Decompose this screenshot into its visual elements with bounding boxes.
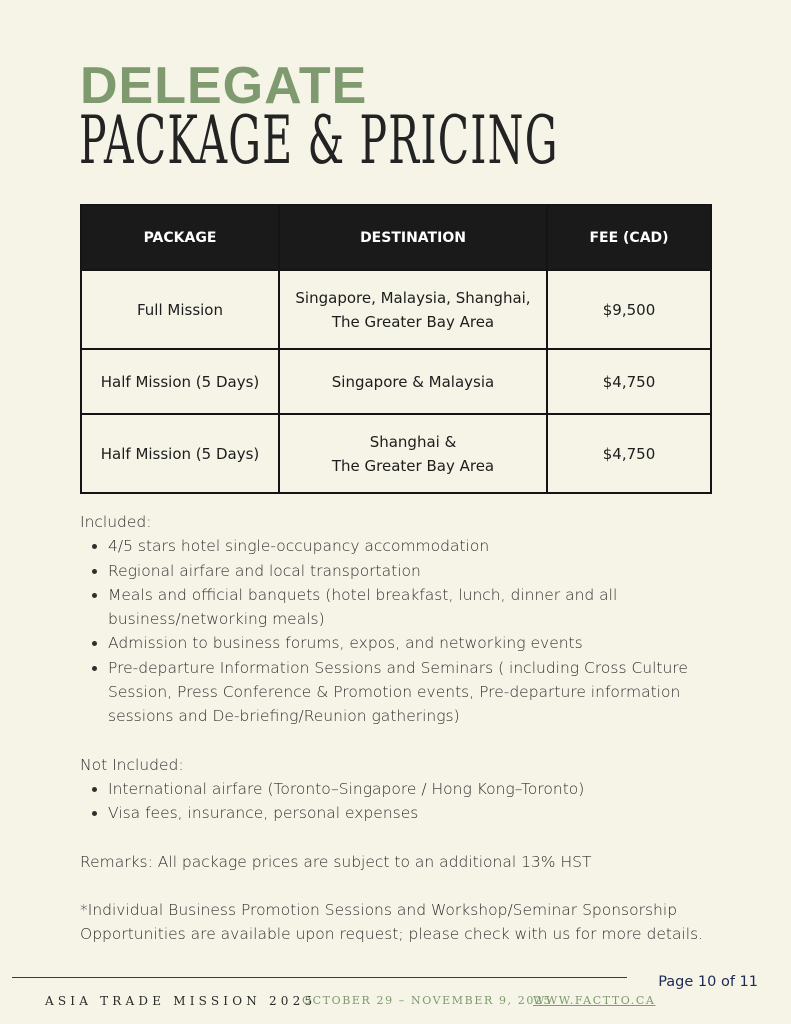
destination-line: The Greater Bay Area bbox=[331, 312, 495, 331]
header-package: PACKAGE bbox=[81, 205, 279, 270]
destination-line: Shanghai & bbox=[369, 432, 457, 451]
table-row bbox=[81, 270, 711, 349]
list-item: • Meals and official banquets (hotel breakfast, lunch, dinner and all business/networking meals) bbox=[108, 583, 720, 632]
list-item: • Admission to business forums, expos, and networking events bbox=[108, 631, 720, 655]
details-section bbox=[80, 510, 720, 946]
header-fee: FEE (CAD) bbox=[547, 205, 711, 270]
table-row bbox=[81, 349, 711, 414]
pricing-table bbox=[80, 204, 712, 494]
list-item: • Regional airfare and local transportation bbox=[108, 559, 720, 583]
cell-destination bbox=[279, 270, 547, 349]
footer-divider bbox=[12, 977, 627, 978]
list-item: • Visa fees, insurance, personal expenses bbox=[108, 801, 720, 825]
page-number: Page 10 of 11 bbox=[658, 974, 758, 990]
list-item: • 4/5 stars hotel single-occupancy accommodation bbox=[108, 534, 720, 558]
footer-website-link[interactable]: WWW.FACTTO.CA bbox=[533, 994, 656, 1007]
cell-destination bbox=[279, 414, 547, 493]
cell-fee: $9,500 bbox=[547, 270, 711, 349]
title-package-pricing: PACKAGE & PRICING bbox=[79, 102, 559, 179]
cell-package: Half Mission (5 Days) bbox=[81, 414, 279, 493]
not-included-heading: Not Included: bbox=[80, 755, 184, 774]
header-destination: DESTINATION bbox=[279, 205, 547, 270]
list-item: • International airfare (Toronto–Singapore / Hong Kong–Toronto) bbox=[108, 777, 720, 801]
footer-event-name: ASIA TRADE MISSION 2025 bbox=[45, 994, 317, 1008]
cell-package: Full Mission bbox=[81, 270, 279, 349]
cell-fee: $4,750 bbox=[547, 414, 711, 493]
included-heading: Included: bbox=[80, 513, 152, 531]
cell-fee: $4,750 bbox=[547, 349, 711, 414]
table-header-row bbox=[81, 205, 711, 270]
remarks-text: Remarks: All package prices are subject to an additional 13% HST bbox=[80, 852, 592, 871]
list-item: • Pre-departure Information Sessions and Seminars ( including Cross Culture Session, Press Conference & Promotion events, Pre-departure information sessions and De-briefing/Reunion gatherings) bbox=[108, 656, 720, 729]
footer-dates: OCTOBER 29 – NOVEMBER 9, 2025 bbox=[302, 994, 553, 1007]
included-list bbox=[80, 534, 720, 728]
title-delegate: DELEGATE bbox=[80, 57, 368, 115]
destination-line: Singapore & Malaysia bbox=[331, 372, 495, 391]
note-text: *Individual Business Promotion Sessions and Workshop/Seminar Sponsorship Opportunities are available upon request; please check with us for more details. bbox=[80, 900, 704, 944]
not-included-list bbox=[80, 777, 720, 826]
destination-line: The Greater Bay Area bbox=[331, 456, 495, 475]
cell-package: Half Mission (5 Days) bbox=[81, 349, 279, 414]
cell-destination bbox=[279, 349, 547, 414]
destination-line: Singapore, Malaysia, Shanghai, bbox=[295, 288, 531, 307]
table-row bbox=[81, 414, 711, 493]
